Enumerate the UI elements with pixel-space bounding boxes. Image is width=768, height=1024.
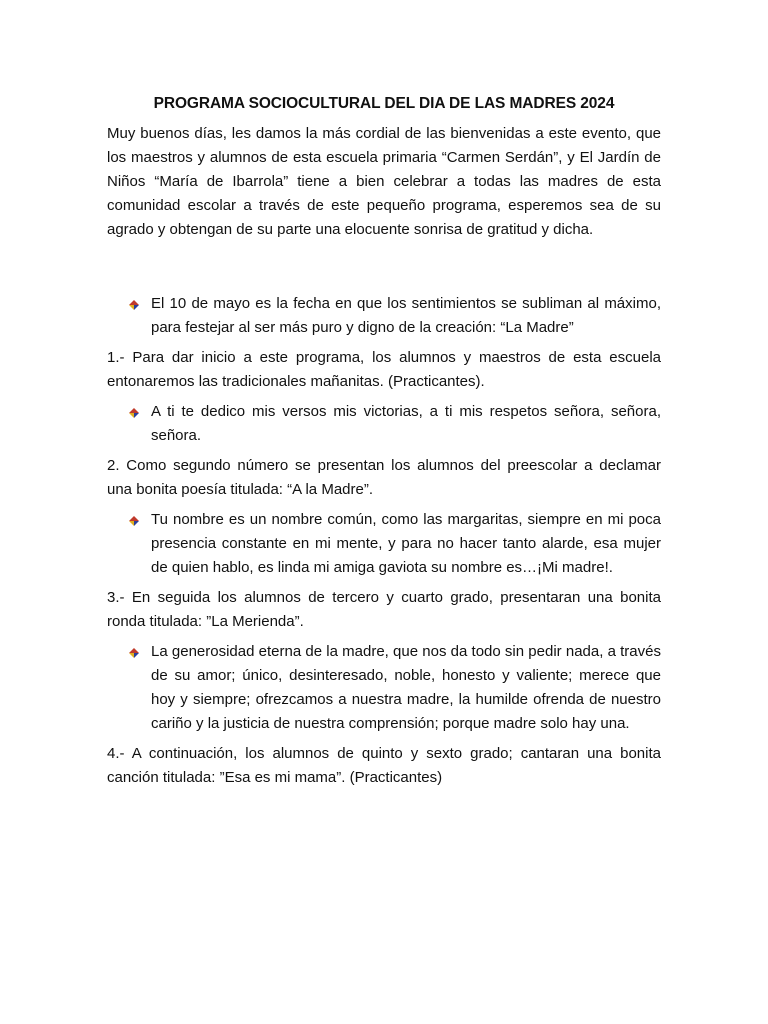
bullet-item-1	[107, 292, 661, 340]
bullet-text: Tu nombre es un nombre común, como las margaritas, siempre en mi poca presencia constante en mi mente, y para no hacer tanto alarde, esa mujer de quien hablo, es linda mi amiga gaviota su nombre es…¡Mi madre!.	[151, 511, 661, 576]
triangle-bullet-icon	[128, 514, 140, 526]
triangle-bullet-icon	[128, 298, 140, 310]
program-item-3: 3.- En seguida los alumnos de tercero y cuarto grado, presentaran una bonita ronda titulada: ”La Merienda”.	[107, 589, 661, 630]
bullet-item-3	[107, 508, 661, 580]
triangle-bullet-icon	[128, 646, 140, 658]
document-page	[107, 92, 661, 796]
bullet-text: A ti te dedico mis versos mis victorias, a ti mis respetos señora, señora, señora.	[151, 403, 661, 444]
document-title: PROGRAMA SOCIOCULTURAL DEL DIA DE LAS MADRES 2024	[153, 95, 615, 112]
bullet-item-2	[107, 400, 661, 448]
program-item-2: 2. Como segundo número se presentan los alumnos del preescolar a declamar una bonita poesía titulada: “A la Madre”.	[107, 457, 661, 498]
triangle-bullet-icon	[128, 406, 140, 418]
program-item-4: 4.- A continuación, los alumnos de quinto y sexto grado; cantaran una bonita canción titulada: ”Esa es mi mama”. (Practicantes)	[107, 745, 661, 786]
program-item-1: 1.- Para dar inicio a este programa, los alumnos y maestros de esta escuela entonaremos las tradicionales mañanitas. (Practicantes).	[107, 349, 661, 390]
intro-paragraph: Muy buenos días, les damos la más cordial de las bienvenidas a este evento, que los maestros y alumnos de esta escuela primaria “Carmen Serdán”, y El Jardín de Niños “María de Ibarrola” tiene a bien celebrar a todas las madres de esta comunidad escolar a través de este pequeño programa, esperemos sea de su agrado y obtengan de su parte una elocuente sonrisa de gratitud y dicha.	[107, 125, 661, 238]
bullet-text: La generosidad eterna de la madre, que nos da todo sin pedir nada, a través de su amor; único, desinteresado, noble, honesto y valiente; merece que hoy y siempre; ofrezcamos a nuestra madre, la humilde ofrenda de nuestro cariño y la justicia de nuestra comprensión; porque madre solo hay una.	[151, 643, 661, 732]
bullet-item-4	[107, 640, 661, 736]
bullet-text: El 10 de mayo es la fecha en que los sentimientos se subliman al máximo, para festejar al ser más puro y digno de la creación: “La Madre”	[151, 295, 661, 336]
